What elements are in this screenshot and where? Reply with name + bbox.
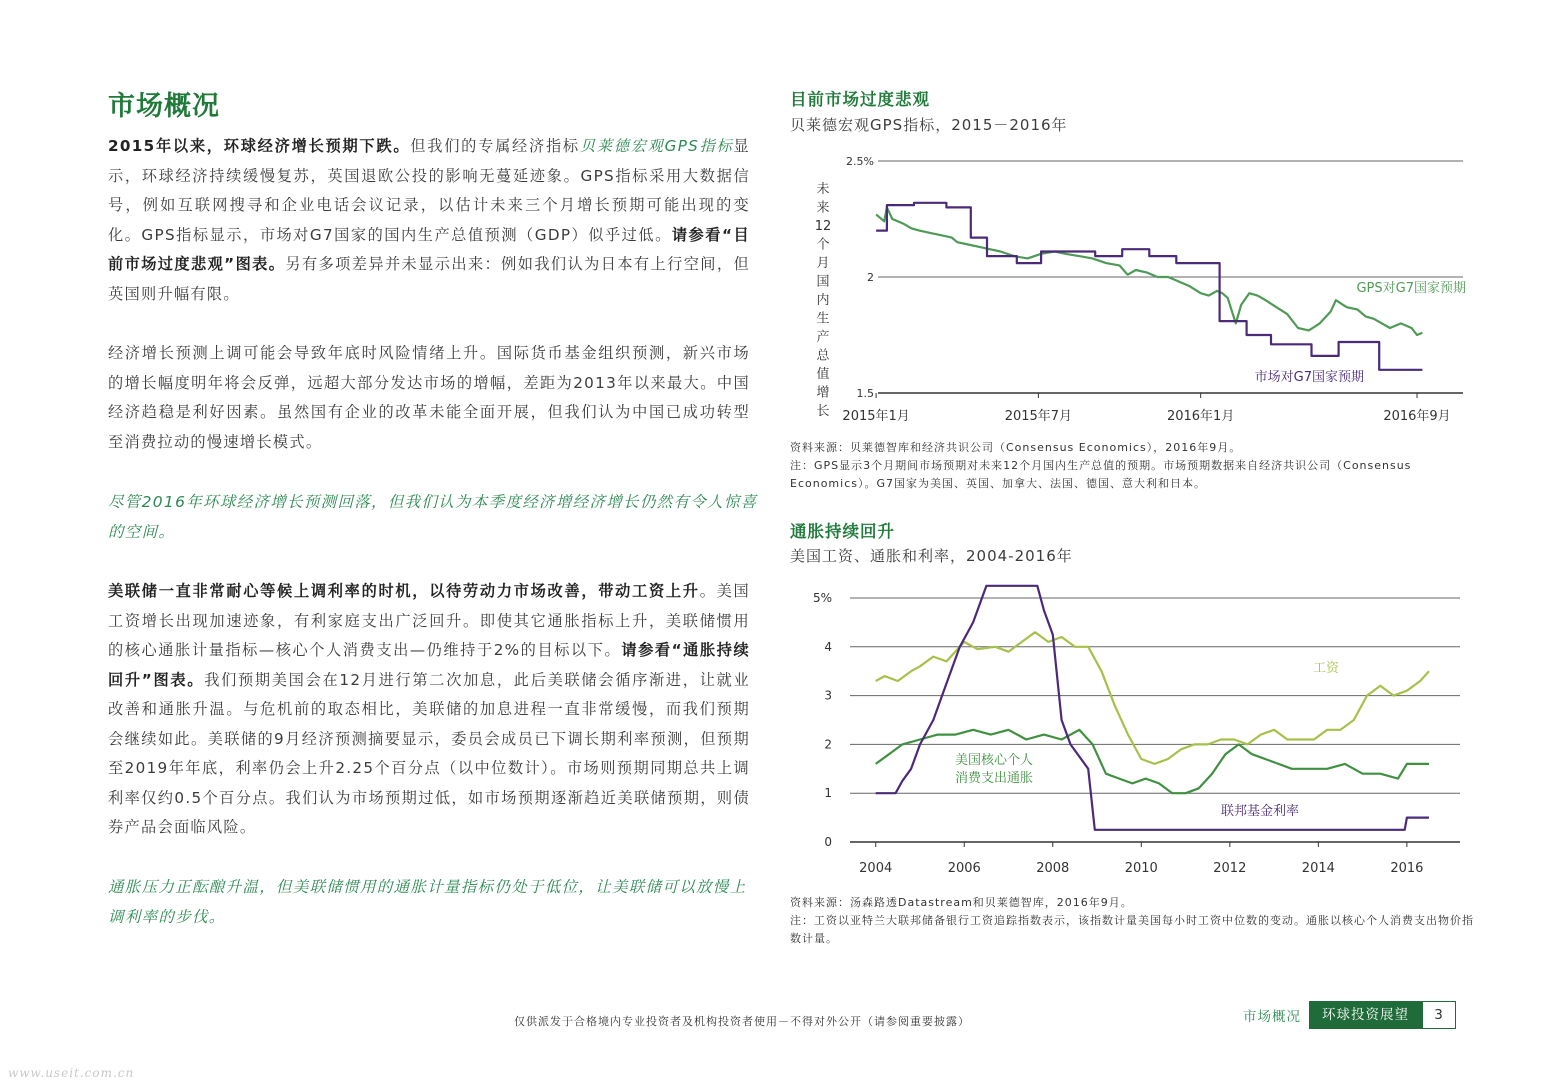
x-tick-label: 2014	[1301, 861, 1335, 876]
pull-quote-growth: 尽管2016年环球经济增长预测回落，但我们认为本季度经济增经济增长仍然有令人惊喜的空间。	[108, 493, 758, 541]
chart1-title: 目前市场过度悲观	[790, 90, 930, 109]
y-tick-label: 2.5%	[846, 155, 874, 168]
series-label: GPS对G7国家预期	[1356, 281, 1466, 296]
y-tick-label: 2	[824, 737, 832, 752]
watermark: www.useit.com.cn	[8, 1066, 135, 1080]
y-axis-label-char: 增	[816, 385, 830, 401]
x-tick-label: 2004	[859, 861, 893, 876]
y-tick-label: 1.5	[856, 387, 874, 400]
y-axis-label-char: 内	[816, 293, 830, 308]
series-label: 美国核心个人	[954, 753, 1034, 768]
chart2-subtitle: 美国工资、通胀和利率，2004-2016年	[790, 547, 1073, 565]
y-axis-label-char: 国	[816, 274, 830, 290]
series-label: 市场对G7国家预期	[1254, 370, 1364, 385]
y-tick-label: 1	[824, 786, 832, 801]
chart1-note: 注：GPS显示3个月期间市场预期对未来12个月国内生产总值的预期。市场预期数据来自经济共识公司（Consensus Economics）。G7国家为美国、英国、加拿大、法国、德国、意大利和日本。	[790, 459, 1412, 490]
page-number: 3	[1422, 1001, 1456, 1029]
paragraph-fed	[108, 577, 750, 843]
series-label: 工资	[1312, 661, 1340, 676]
paragraph-growth: 经济增长预测上调可能会导致年底时风险情绪上升。国际货币基金组织预测，新兴市场的增长幅度明年将会反弹，远超大部分发达市场的增幅，差距为2013年以来最大。中国经济趋稳是利好因素。虽然国有企业的改革未能全面开展，但我们认为中国已成功转型至消费拉动的慢速增长模式。	[108, 344, 750, 451]
footer-nav	[1243, 1001, 1456, 1029]
y-axis-label-char: 总	[816, 348, 830, 364]
x-tick-label: 2015年7月	[1004, 409, 1073, 424]
chart-reference: 请参看“通胀持续回升”图表。	[108, 641, 750, 689]
chart2-source: 资料来源：汤森路透Datastream和贝莱德智库，2016年9月。	[790, 896, 1133, 909]
lead-bold: 美联储一直非常耐心等候上调利率的时机，以待劳动力市场改善，带动工资上升	[108, 582, 700, 600]
chart1-gps	[790, 145, 1480, 435]
series-label: 联邦基金利率	[1220, 804, 1300, 819]
y-axis-label-char: 来	[816, 200, 830, 216]
chart2-notes	[790, 894, 1480, 948]
gps-indicator-link: 贝莱德宏观GPS指标	[579, 137, 734, 155]
x-tick-label: 2008	[1036, 861, 1070, 876]
x-tick-label: 2016	[1390, 861, 1424, 876]
chart1-notes	[790, 439, 1480, 493]
lead-bold: 2015年以来，环球经济增长预期下跌。	[108, 137, 411, 155]
y-axis-label-char: 月	[816, 256, 830, 271]
x-tick-label: 2012	[1213, 861, 1247, 876]
chart1-subtitle: 贝莱德宏观GPS指标，2015－2016年	[790, 116, 1068, 134]
y-tick-label: 3	[824, 688, 832, 703]
footer-section-label: 市场概况	[1243, 1009, 1301, 1025]
y-tick-label: 2	[867, 271, 874, 284]
x-tick-label: 2016年1月	[1166, 409, 1235, 424]
y-axis-label-char: 生	[816, 311, 830, 327]
text: 显示，环球经济持续缓慢复苏，英国退欧公投的影响无蔓延迹象。GPS指标采用大数据信号，例如互联网搜寻和企业电话会议记录，以估计未来三个月增长预期可能出现的变化。GPS指标显示，市场对G7国家的国内生产总值预测（GDP）似乎过低。	[108, 137, 750, 244]
chart2-note: 注：工资以亚特兰大联邦储备银行工资追踪指数表示，该指数计量美国每小时工资中位数的变动。通胀以核心个人消费支出物价指数计量。	[790, 914, 1474, 945]
y-axis-label-char: 长	[816, 404, 830, 419]
y-axis-label-char: 12	[814, 219, 832, 234]
footer-publication-label: 环球投资展望	[1309, 1001, 1422, 1029]
y-tick-label: 0	[824, 835, 832, 849]
series-label: 消费支出通胀	[954, 771, 1034, 786]
text: 我们预期美国会在12月进行第二次加息，此后美联储会循序渐进，让就业改善和通胀升温。与危机前的取态相比，美联储的加息进程一直非常缓慢，而我们预期会继续如此。美联储的9月经济预测摘要显示，委员会成员已下调长期利率预测，但预期至2019年年底，利率仍会上升2.25个百分点（以中位数计）。市场则预期同期总共上调利率仅约0.5个百分点。我们认为市场预期过低，如市场预期逐渐趋近美联储预期，则债券产品会面临风险。	[108, 670, 750, 836]
footer-disclaimer: 仅供派发于合格境内专业投资者及机构投资者使用－不得对外公开（请参阅重要披露）	[514, 1015, 970, 1028]
chart2-inflation	[790, 580, 1480, 885]
text: 。美国工资增长出现加速迹象，有利家庭支出广泛回升。即使其它通胀指标上升，美联储惯用的核心通胀计量指标—核心个人消费支出—仍维持于2%的目标以下。	[108, 582, 751, 659]
x-tick-label: 2015年1月	[842, 409, 910, 424]
chart1-source: 资料来源：贝莱德智库和经济共识公司（Consensus Economics），2016年9月。	[790, 441, 1242, 454]
text: 另有多项差异并未显示出来：例如我们认为日本有上行空间，但英国则升幅有限。	[108, 255, 750, 303]
x-tick-label: 2016年9月	[1383, 409, 1451, 424]
text: 但我们的专属经济指标	[410, 137, 580, 155]
y-axis-label-char: 个	[816, 237, 830, 253]
y-axis-label-char: 产	[816, 330, 830, 345]
x-tick-label: 2010	[1124, 861, 1158, 876]
paragraph-gps	[108, 132, 750, 309]
y-axis-label-char: 值	[816, 367, 830, 382]
chart2-title: 通胀持续回升	[790, 522, 895, 541]
series-line-1	[876, 207, 1422, 335]
page-title: 市场概况	[108, 91, 220, 122]
chart-reference: 请参看“目前市场过度悲观”图表。	[108, 225, 751, 273]
series-line-2	[876, 203, 1422, 370]
x-tick-label: 2006	[947, 861, 981, 876]
y-axis-label-char: 未	[816, 182, 830, 197]
y-tick-label: 4	[824, 639, 832, 654]
pull-quote-inflation: 通胀压力正酝酿升温，但美联储惯用的通胀计量指标仍处于低位，让美联储可以放慢上调利率的步伐。	[108, 878, 747, 926]
y-tick-label: 5%	[812, 591, 832, 605]
